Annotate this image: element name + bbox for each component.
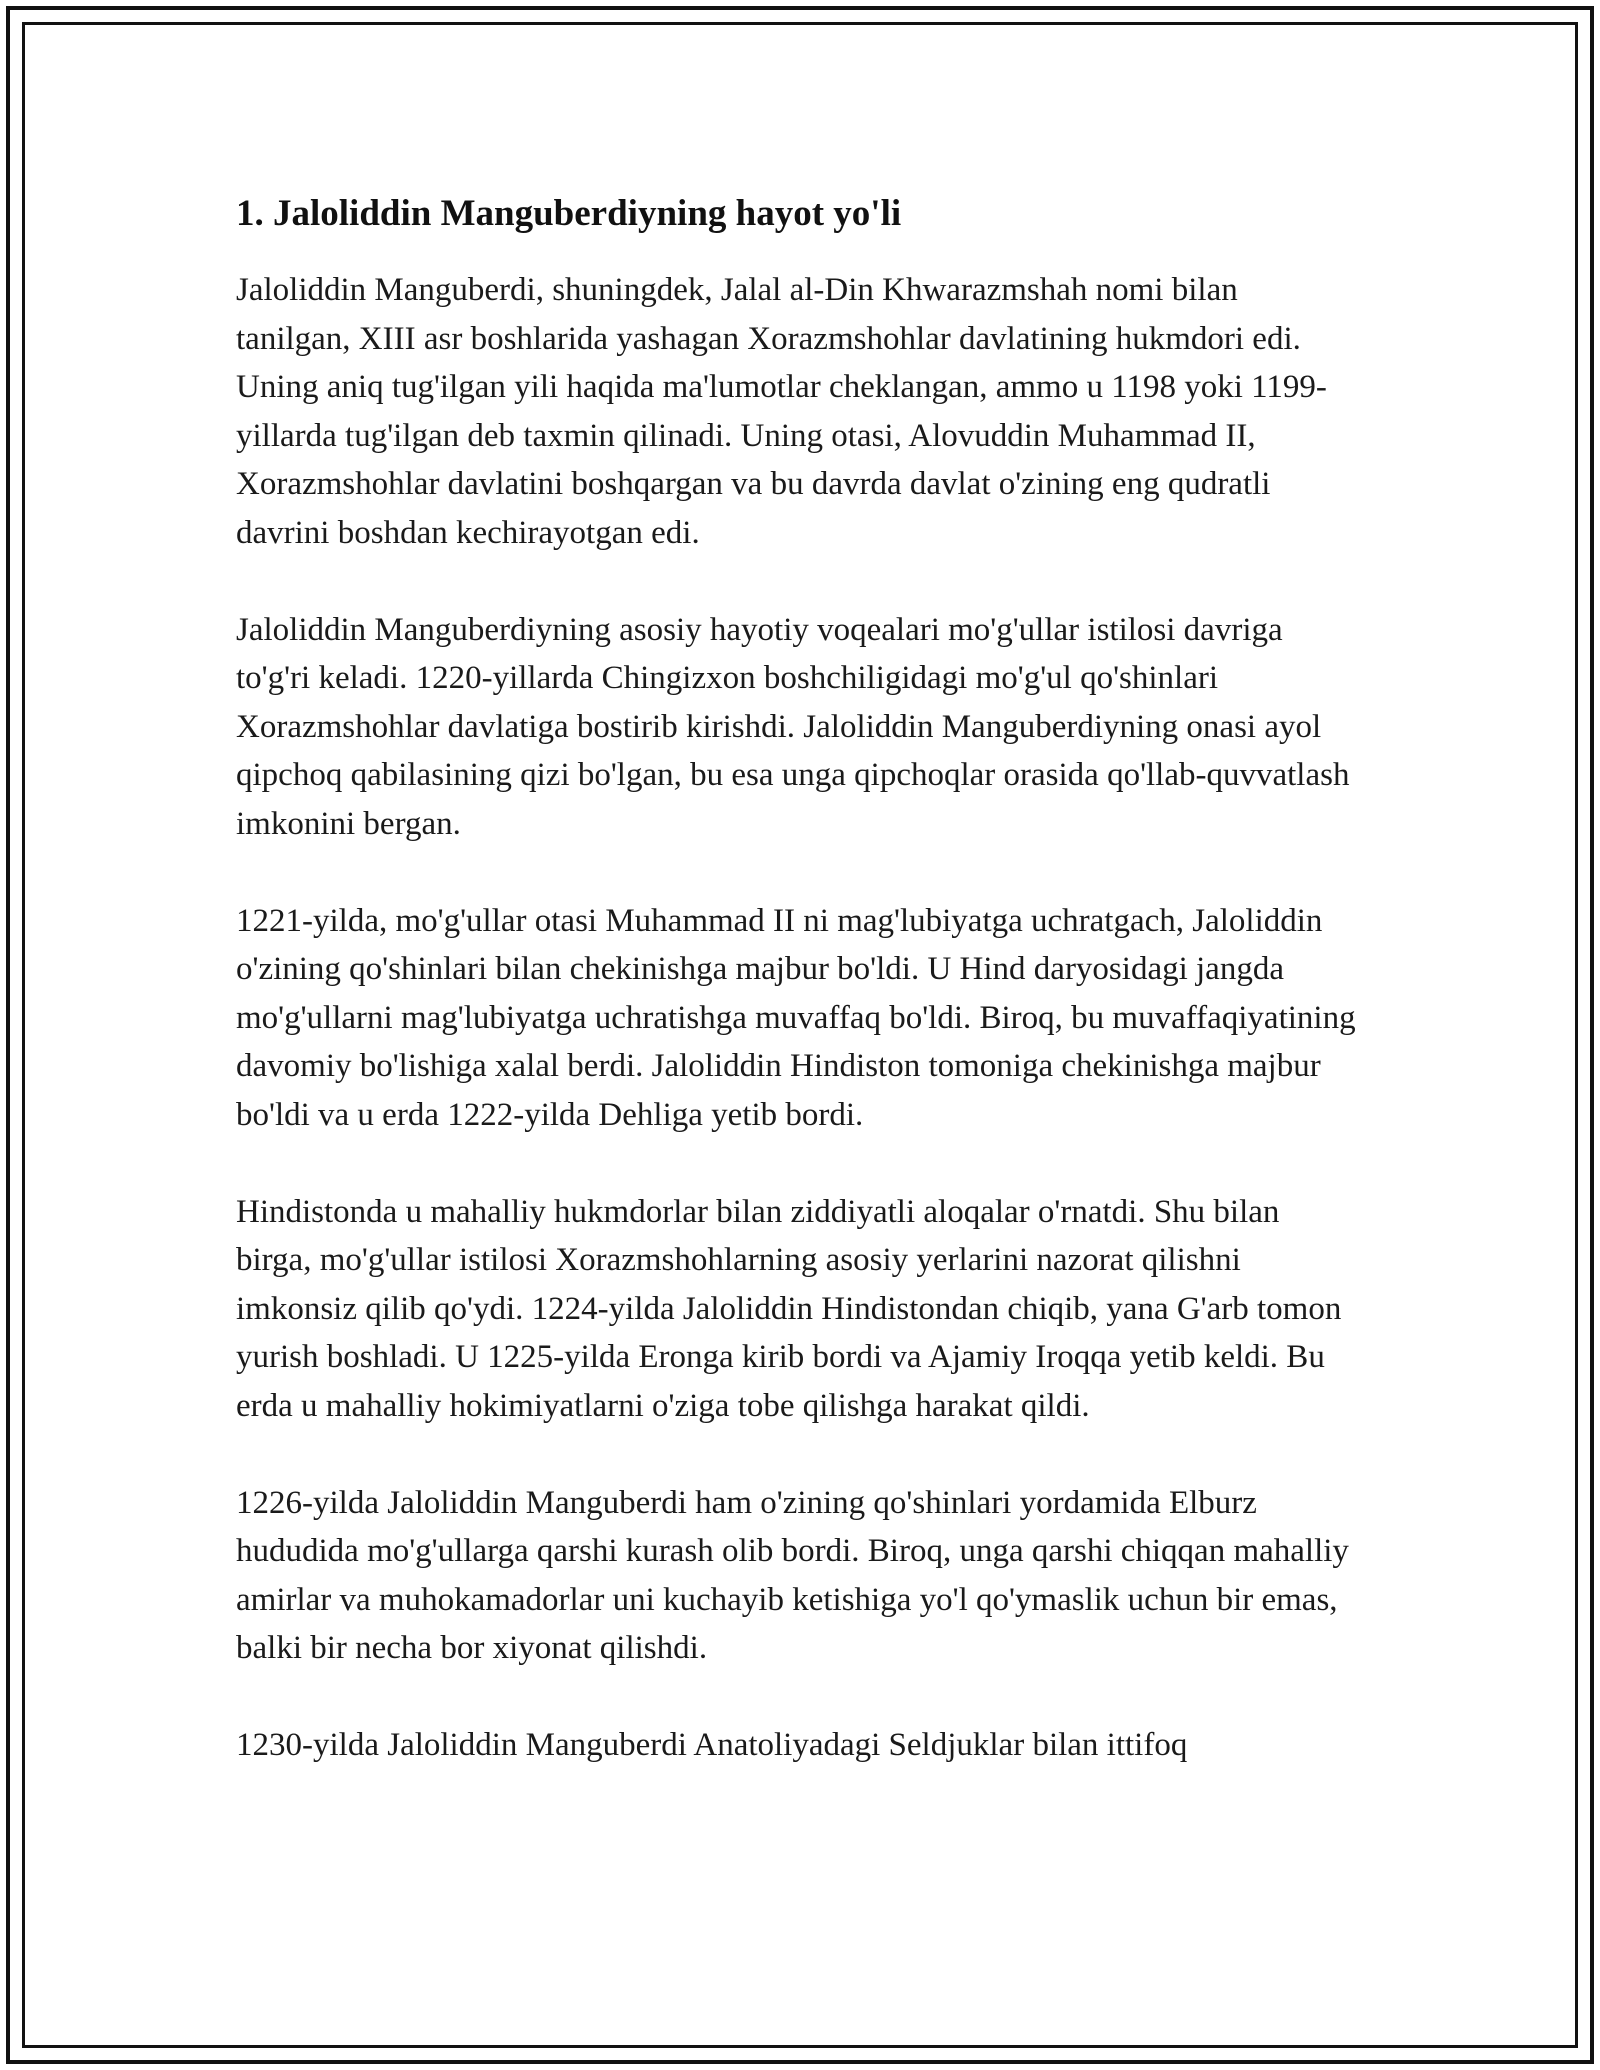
paragraph-2: Jaloliddin Manguberdiyning asosiy hayotiy voqealari mo'g'ullar istilosi davriga to'g'ri keladi. 1220-yillarda Chingizxon boshchiligidagi mo'g'ul qo'shinlari Xorazmshohlar davlatiga bostirib kirishdi. Jaloliddin Manguberdiyning onasi ayol qipchoq qabilasining qizi bo'lgan, bu esa unga qipchoqlar orasida qo'llab-quvvatlash imkonini bergan. [236,611,1350,842]
paragraph-1: Jaloliddin Manguberdi, shuningdek, Jalal al-Din Khwarazmshah nomi bilan tanilgan, XIII asr boshlarida yashagan Xorazmshohlar davlatining hukmdori edi. Uning aniq tug'ilgan yili haqida ma'lumotlar cheklangan, ammo u 1198 yoki 1199-yillarda tug'ilgan deb taxmin qilinadi. Uning otasi, Alovuddin Muhammad II, Xorazmshohlar davlatini boshqargan va bu davrda davlat o'zining eng qudratli davrini boshdan kechirayotgan edi. [236,272,1327,551]
paragraph-3: 1221-yilda, mo'g'ullar otasi Muhammad II ni mag'lubiyatga uchratgach, Jaloliddin o'zining qo'shinlari bilan chekinishga majbur bo'ldi. U Hind daryosidagi jangda mo'g'ullarni mag'lubiyatga uchratishga muvaffaq bo'ldi. Biroq, bu muvaffaqiyatining davomiy bo'lishiga xalal berdi. Jaloliddin Hindiston tomoniga chekinishga majbur bo'ldi va u erda 1222-yilda Dehliga yetib bordi. [236,902,1356,1133]
section-title: 1. Jaloliddin Manguberdiyning hayot yo'li [236,193,902,234]
paragraph-6: 1230-yilda Jaloliddin Manguberdi Anatoliyadagi Seldjuklar bilan ittifoq [236,1727,1188,1763]
document-body [236,188,1356,1770]
paragraph-4: Hindistonda u mahalliy hukmdorlar bilan ziddiyatli aloqalar o'rnatdi. Shu bilan birga, mo'g'ullar istilosi Xorazmshohlarning asosiy yerlarini nazorat qilishni imkonsiz qilib qo'ydi. 1224-yilda Jaloliddin Hindistondan chiqib, yana G'arb tomon yurish boshladi. U 1225-yilda Eronga kirib bordi va Ajamiy Iroqqa yetib keldi. Bu erda u mahalliy hokimiyatlarni o'ziga tobe qilishga harakat qildi. [236,1193,1342,1424]
paragraph-5: 1226-yilda Jaloliddin Manguberdi ham o'zining qo'shinlari yordamida Elburz hududida mo'g'ullarga qarshi kurash olib bordi. Biroq, unga qarshi chiqqan mahalliy amirlar va muhokamadorlar uni kuchayib ketishiga yo'l qo'ymaslik uchun bir emas, balki bir necha bor xiyonat qilishdi. [236,1484,1349,1666]
